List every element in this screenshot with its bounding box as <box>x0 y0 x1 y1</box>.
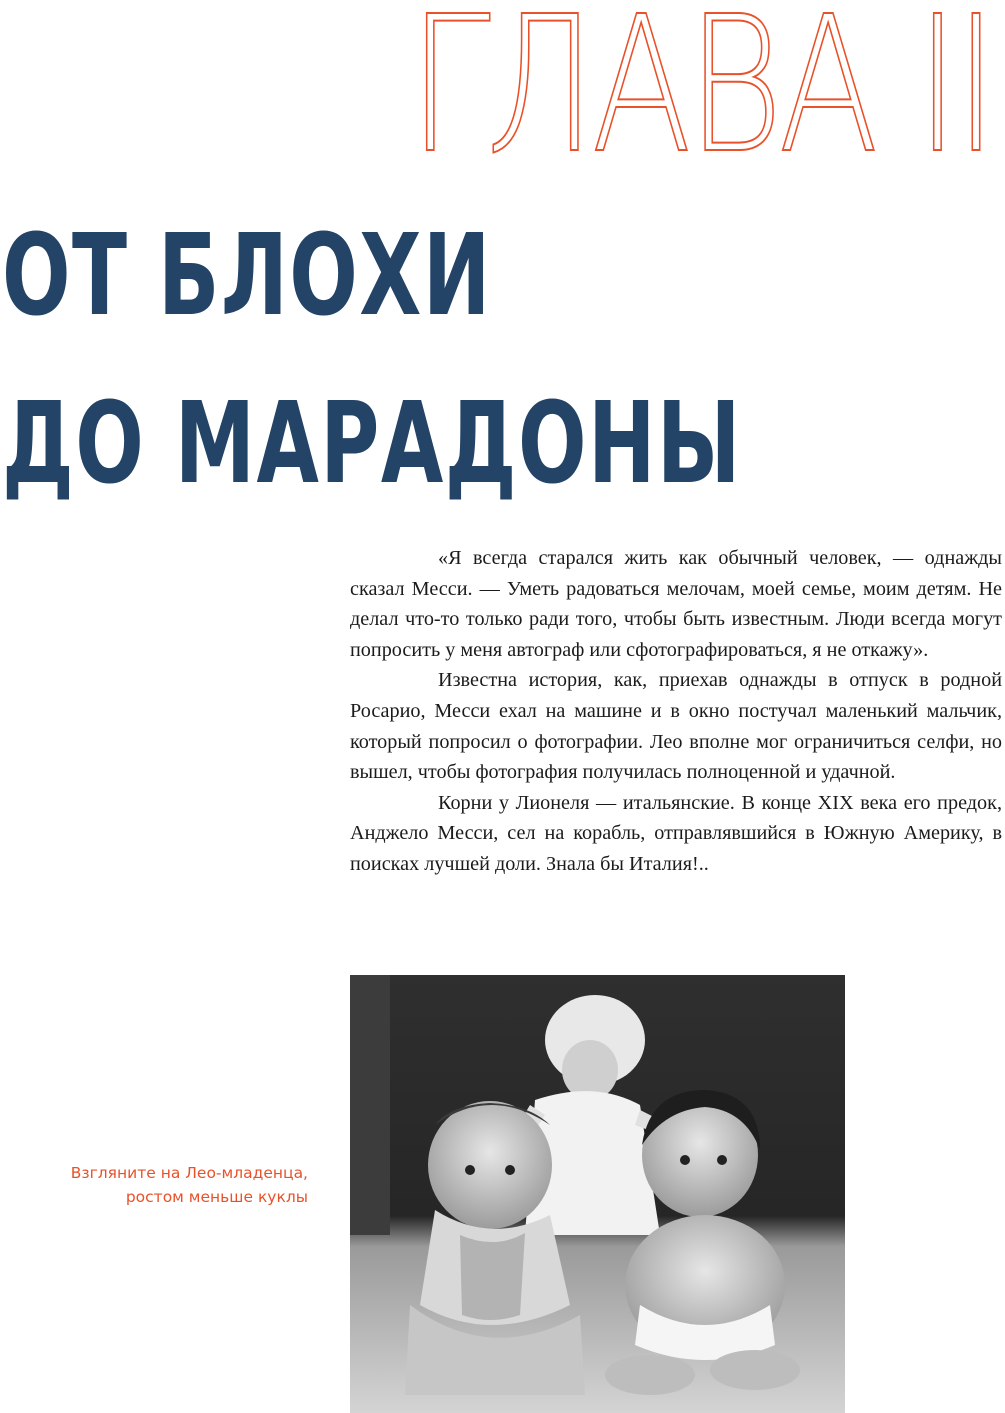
photo-illustration <box>350 975 845 1413</box>
caption-line-1: Взгляните на Лео-младенца, <box>70 1164 308 1182</box>
caption-line-2: ростом меньше куклы <box>125 1188 308 1206</box>
chapter-title-line-2: ДО МАРАДОНЫ <box>2 379 742 509</box>
chapter-label: ГЛАВА II <box>408 0 993 195</box>
chapter-title <box>2 192 742 528</box>
chapter-title-line-1: ОТ БЛОХИ <box>2 211 492 341</box>
paragraph: Известна история, как, приехав однажды в отпуск в родной Росарио, Месси ехал на машине и в окно постучал маленький мальчик, который попросил о фотографии. Лео вполне мог ограничиться селфи, но вышел, чтобы фотография получилась полноценной и удачной. <box>350 669 1002 784</box>
photo-caption <box>20 1161 308 1209</box>
paragraph: Корни у Лионеля — итальянские. В конце XIX века его предок, Анджело Месси, сел на корабль, отправлявшийся в Южную Америку, в поисках лучшей доли. Знала бы Италия!.. <box>350 791 1002 875</box>
photo-babies-with-doll <box>350 975 845 1413</box>
body-text <box>350 543 1002 880</box>
paragraph: «Я всегда старался жить как обычный человек, — однажды сказал Месси. — Уметь радоваться мелочам, моей семье, моим детям. Не делал что-то только ради того, чтобы быть известным. Люди всегда могут попросить у меня автограф или сфотографироваться, я не откажу». <box>350 547 1002 661</box>
